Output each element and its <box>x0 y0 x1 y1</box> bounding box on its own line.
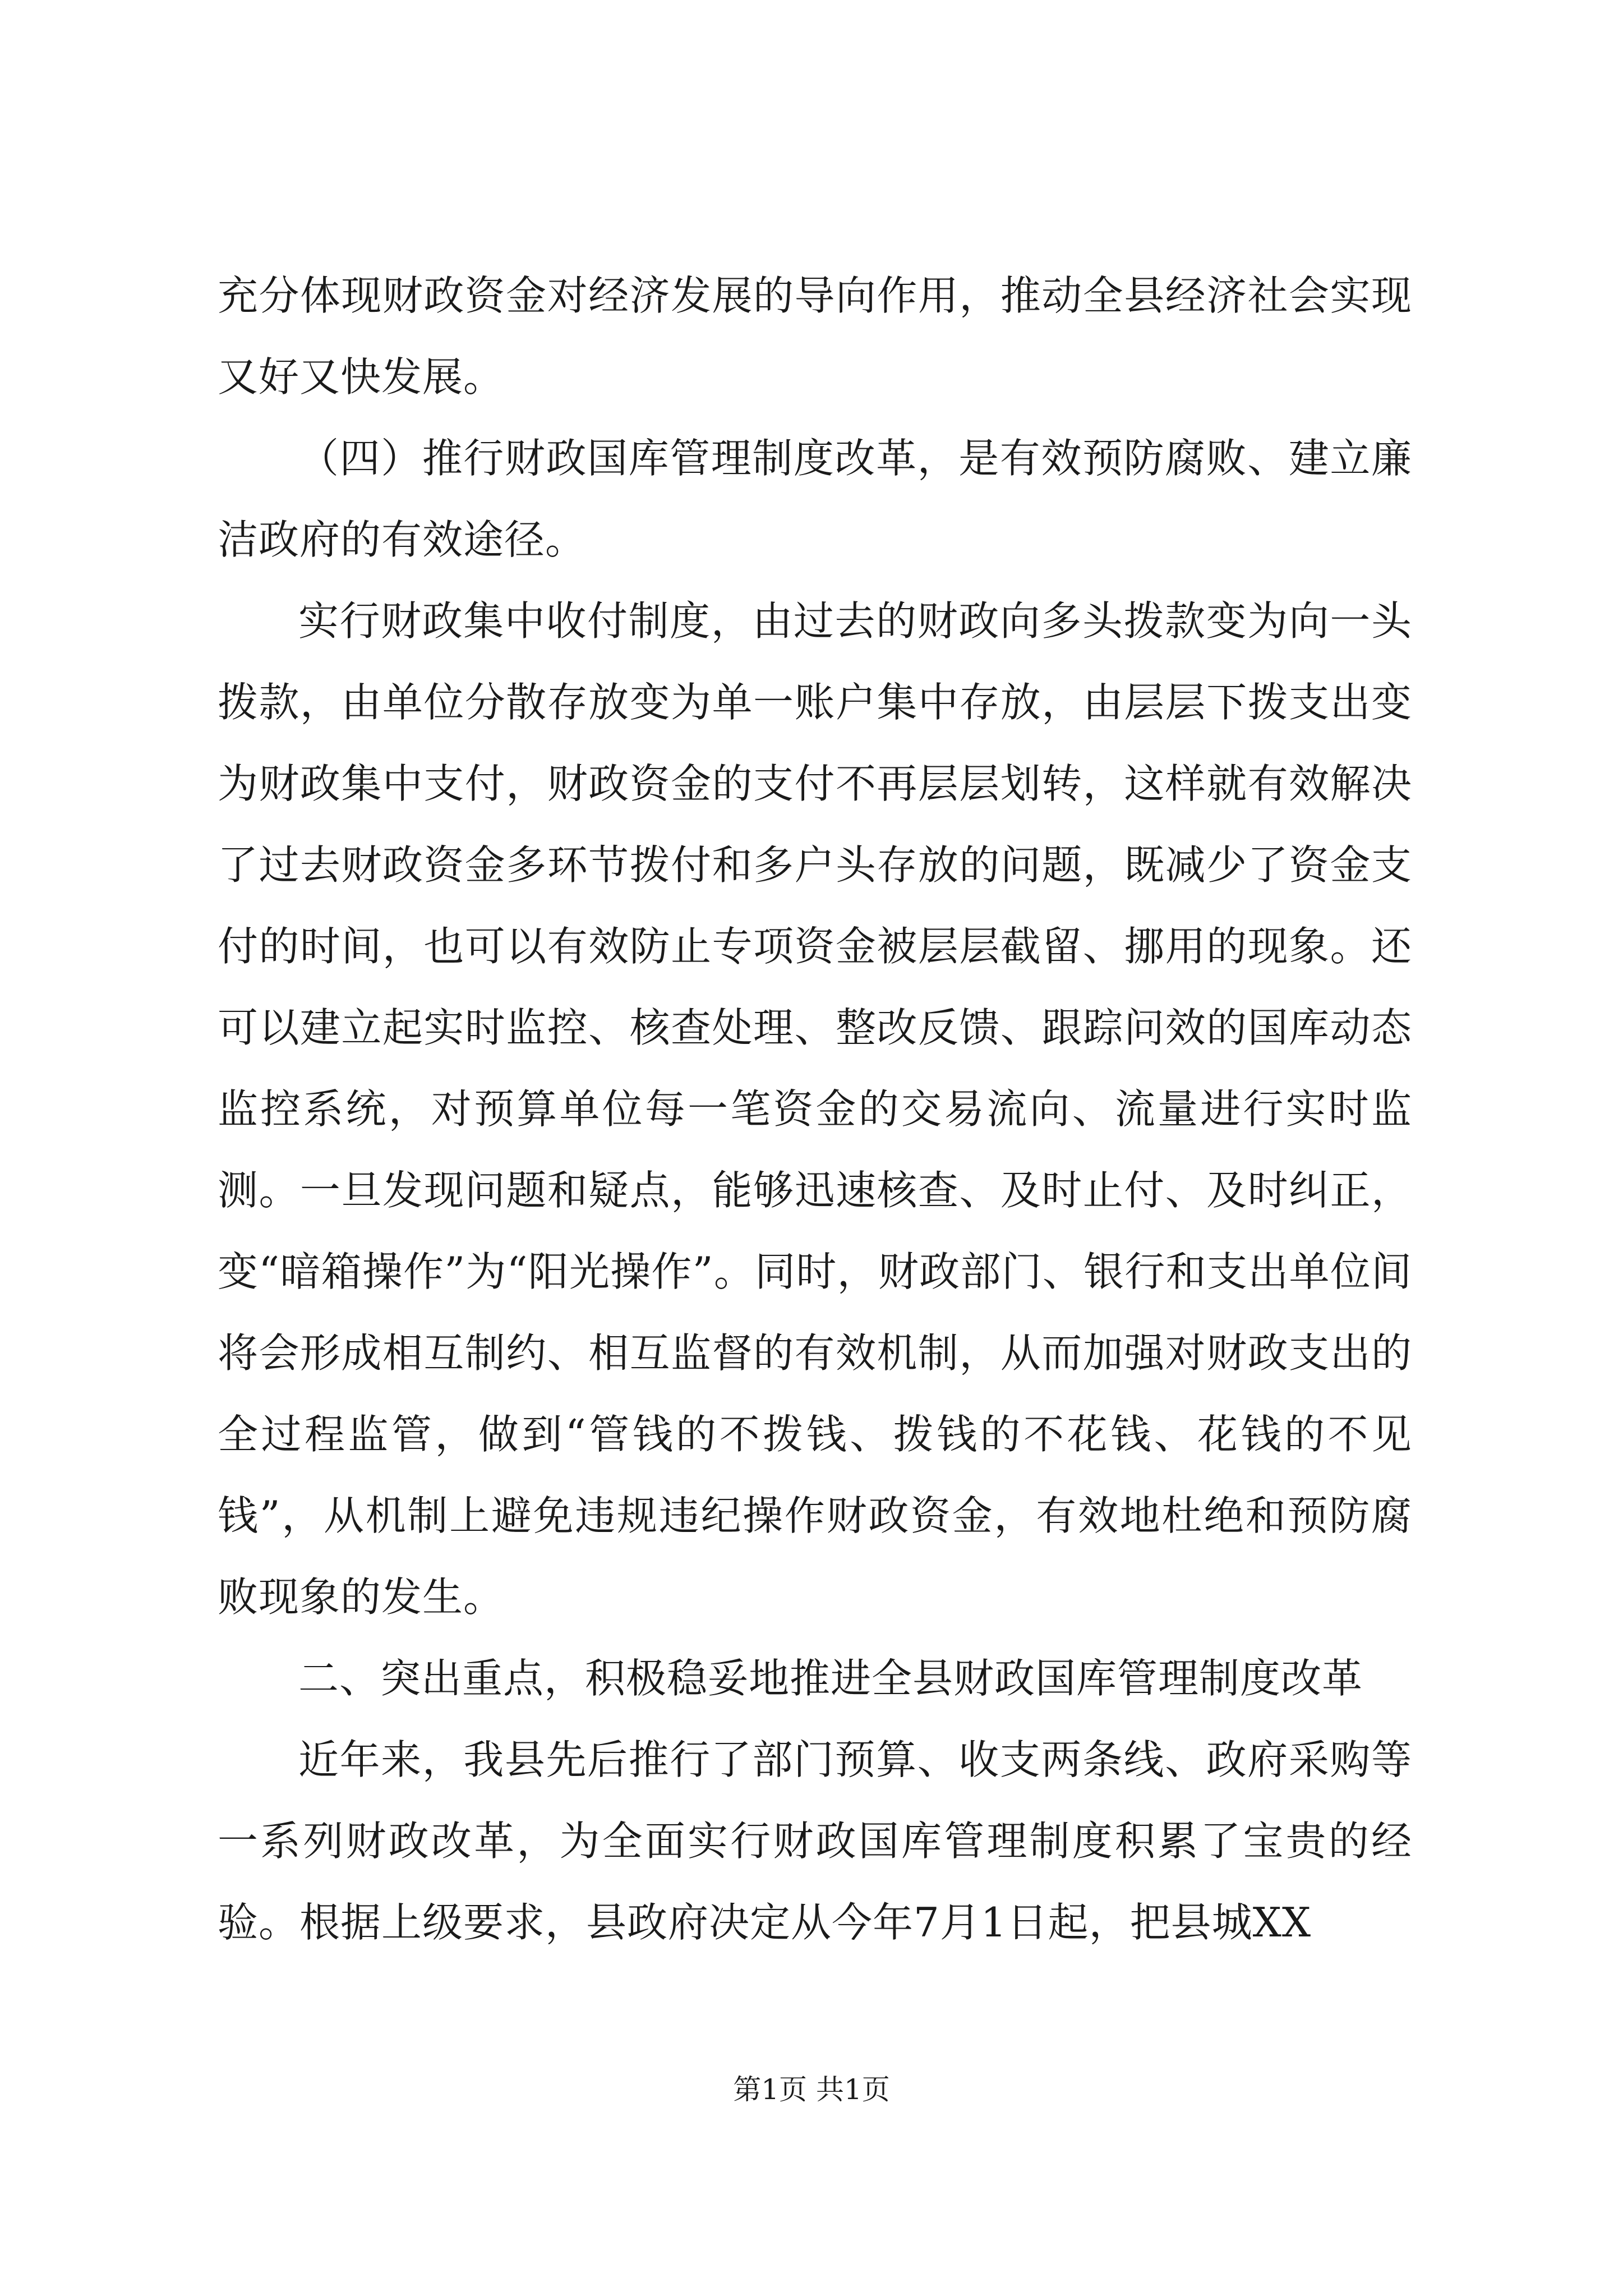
paragraph-body-2: 近年来，我县先后推行了部门预算、收支两条线、政府采购等一系列财政改革，为全面实行财政国库管理制度积累了宝贵的经验。根据上级要求，县政府决定从今年7月1日起，把县城XX <box>218 1736 1412 1946</box>
paragraph-body: 实行财政集中收付制度，由过去的财政向多头拨款变为向一头拨款，由单位分散存放变为单一账户集中存放，由层层下拨支出变为财政集中支付，财政资金的支付不再层层划转，这样就有效解决了过去财政资金多环节拨付和多户头存放的问题，既减少了资金支付的时间，也可以有效防止专项资金被层层截留、挪用的现象。还可以建立起实时监控、核查处理、整改反馈、跟踪问效的国库动态监控系统，对预算单位每一笔资金的交易流向、流量进行实时监测。一旦发现问题和疑点，能够迅速核查、及时止付、及时纠正，变“暗箱操作”为“阳光操作”。同时，财政部门、银行和支出单位间将会形成相互制约、相互监督的有效机制，从而加强对财政支出的全过程监管，做到“管钱的不拨钱、拨钱的不花钱、花钱的不见钱”，从机制上避免违规违纪操作财政资金，有效地杜绝和预防腐败现象的发生。 <box>218 597 1412 1621</box>
page-footer: 第1页 共1页 <box>733 2073 890 2106</box>
document-body <box>218 255 1412 1963</box>
paragraph-section-heading-4: （四）推行财政国库管理制度改革，是有效预防腐败、建立廉洁政府的有效途径。 <box>218 435 1412 563</box>
paragraph-section-heading-2: 二、突出重点，积极稳妥地推进全县财政国库管理制度改革 <box>298 1655 1363 1702</box>
paragraph-continuation: 充分体现财政资金对经济发展的导向作用，推动全县经济社会实现又好又快发展。 <box>218 272 1412 401</box>
